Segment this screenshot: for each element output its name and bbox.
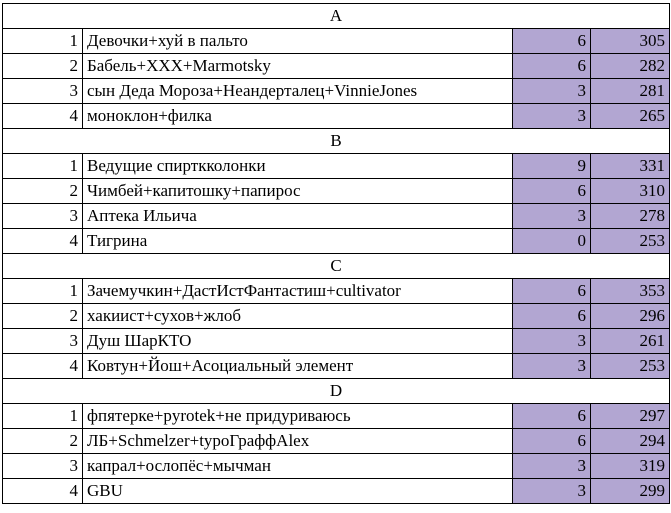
score-cell: 6 [513, 54, 591, 79]
points-cell: 310 [591, 179, 670, 204]
table-row [3, 29, 670, 54]
team-name-cell: фпятерке+pyrotek+не придуриваюсь [83, 404, 513, 429]
points-cell: 281 [591, 79, 670, 104]
score-cell: 3 [513, 104, 591, 129]
rank-cell: 4 [3, 479, 83, 504]
team-name-cell: Душ ШарКТО [83, 329, 513, 354]
rank-cell: 3 [3, 204, 83, 229]
points-cell: 261 [591, 329, 670, 354]
group-label: B [3, 129, 670, 154]
score-cell: 3 [513, 204, 591, 229]
rank-cell: 4 [3, 229, 83, 254]
table-row [3, 429, 670, 454]
score-cell: 6 [513, 279, 591, 304]
team-name-cell: Ведущие спирткколонки [83, 154, 513, 179]
score-cell: 9 [513, 154, 591, 179]
score-cell: 6 [513, 179, 591, 204]
group-header-row [3, 254, 670, 279]
score-cell: 6 [513, 304, 591, 329]
points-cell: 265 [591, 104, 670, 129]
points-cell: 331 [591, 154, 670, 179]
team-name-cell: сын Деда Мороза+Неандерталец+VinnieJones [83, 79, 513, 104]
table-row [3, 229, 670, 254]
rank-cell: 2 [3, 54, 83, 79]
table-row [3, 354, 670, 379]
score-cell: 3 [513, 329, 591, 354]
rank-cell: 2 [3, 304, 83, 329]
score-cell: 6 [513, 429, 591, 454]
points-cell: 305 [591, 29, 670, 54]
rank-cell: 4 [3, 354, 83, 379]
score-cell: 6 [513, 404, 591, 429]
table-row [3, 179, 670, 204]
team-name-cell: GBU [83, 479, 513, 504]
group-header-row [3, 379, 670, 404]
table-row [3, 329, 670, 354]
team-name-cell: капрал+ослопёс+мычман [83, 454, 513, 479]
score-cell: 6 [513, 29, 591, 54]
team-name-cell: Чимбей+капитошку+папирос [83, 179, 513, 204]
rank-cell: 1 [3, 154, 83, 179]
rank-cell: 1 [3, 29, 83, 54]
score-cell: 3 [513, 454, 591, 479]
group-header-row [3, 129, 670, 154]
group-label: C [3, 254, 670, 279]
team-name-cell: Аптека Ильича [83, 204, 513, 229]
table-row [3, 104, 670, 129]
points-cell: 253 [591, 229, 670, 254]
table-row [3, 154, 670, 179]
points-cell: 353 [591, 279, 670, 304]
table-row [3, 454, 670, 479]
team-name-cell: хакиист+сухов+жлоб [83, 304, 513, 329]
group-header-row [3, 4, 670, 29]
group-label: D [3, 379, 670, 404]
score-cell: 3 [513, 354, 591, 379]
table-row [3, 404, 670, 429]
team-name-cell: Ковтун+Йош+Асоциальный элемент [83, 354, 513, 379]
team-name-cell: Зачемучкин+ДастИстФантастиш+cultivator [83, 279, 513, 304]
results-table-body [3, 4, 670, 504]
rank-cell: 3 [3, 79, 83, 104]
score-cell: 0 [513, 229, 591, 254]
score-cell: 3 [513, 479, 591, 504]
points-cell: 253 [591, 354, 670, 379]
team-name-cell: моноклон+филка [83, 104, 513, 129]
table-row [3, 204, 670, 229]
team-name-cell: Бабель+XXX+Marmotsky [83, 54, 513, 79]
group-label: A [3, 4, 670, 29]
points-cell: 299 [591, 479, 670, 504]
rank-cell: 2 [3, 429, 83, 454]
rank-cell: 3 [3, 329, 83, 354]
rank-cell: 4 [3, 104, 83, 129]
rank-cell: 1 [3, 279, 83, 304]
table-row [3, 479, 670, 504]
team-name-cell: Девочки+хуй в пальто [83, 29, 513, 54]
score-cell: 3 [513, 79, 591, 104]
rank-cell: 3 [3, 454, 83, 479]
points-cell: 297 [591, 404, 670, 429]
rank-cell: 2 [3, 179, 83, 204]
team-name-cell: Тигрина [83, 229, 513, 254]
results-table [2, 3, 670, 504]
table-row [3, 79, 670, 104]
table-row [3, 304, 670, 329]
points-cell: 278 [591, 204, 670, 229]
points-cell: 294 [591, 429, 670, 454]
rank-cell: 1 [3, 404, 83, 429]
points-cell: 282 [591, 54, 670, 79]
table-row [3, 54, 670, 79]
team-name-cell: ЛБ+Schmelzer+typoГраффAlex [83, 429, 513, 454]
points-cell: 296 [591, 304, 670, 329]
points-cell: 319 [591, 454, 670, 479]
table-row [3, 279, 670, 304]
